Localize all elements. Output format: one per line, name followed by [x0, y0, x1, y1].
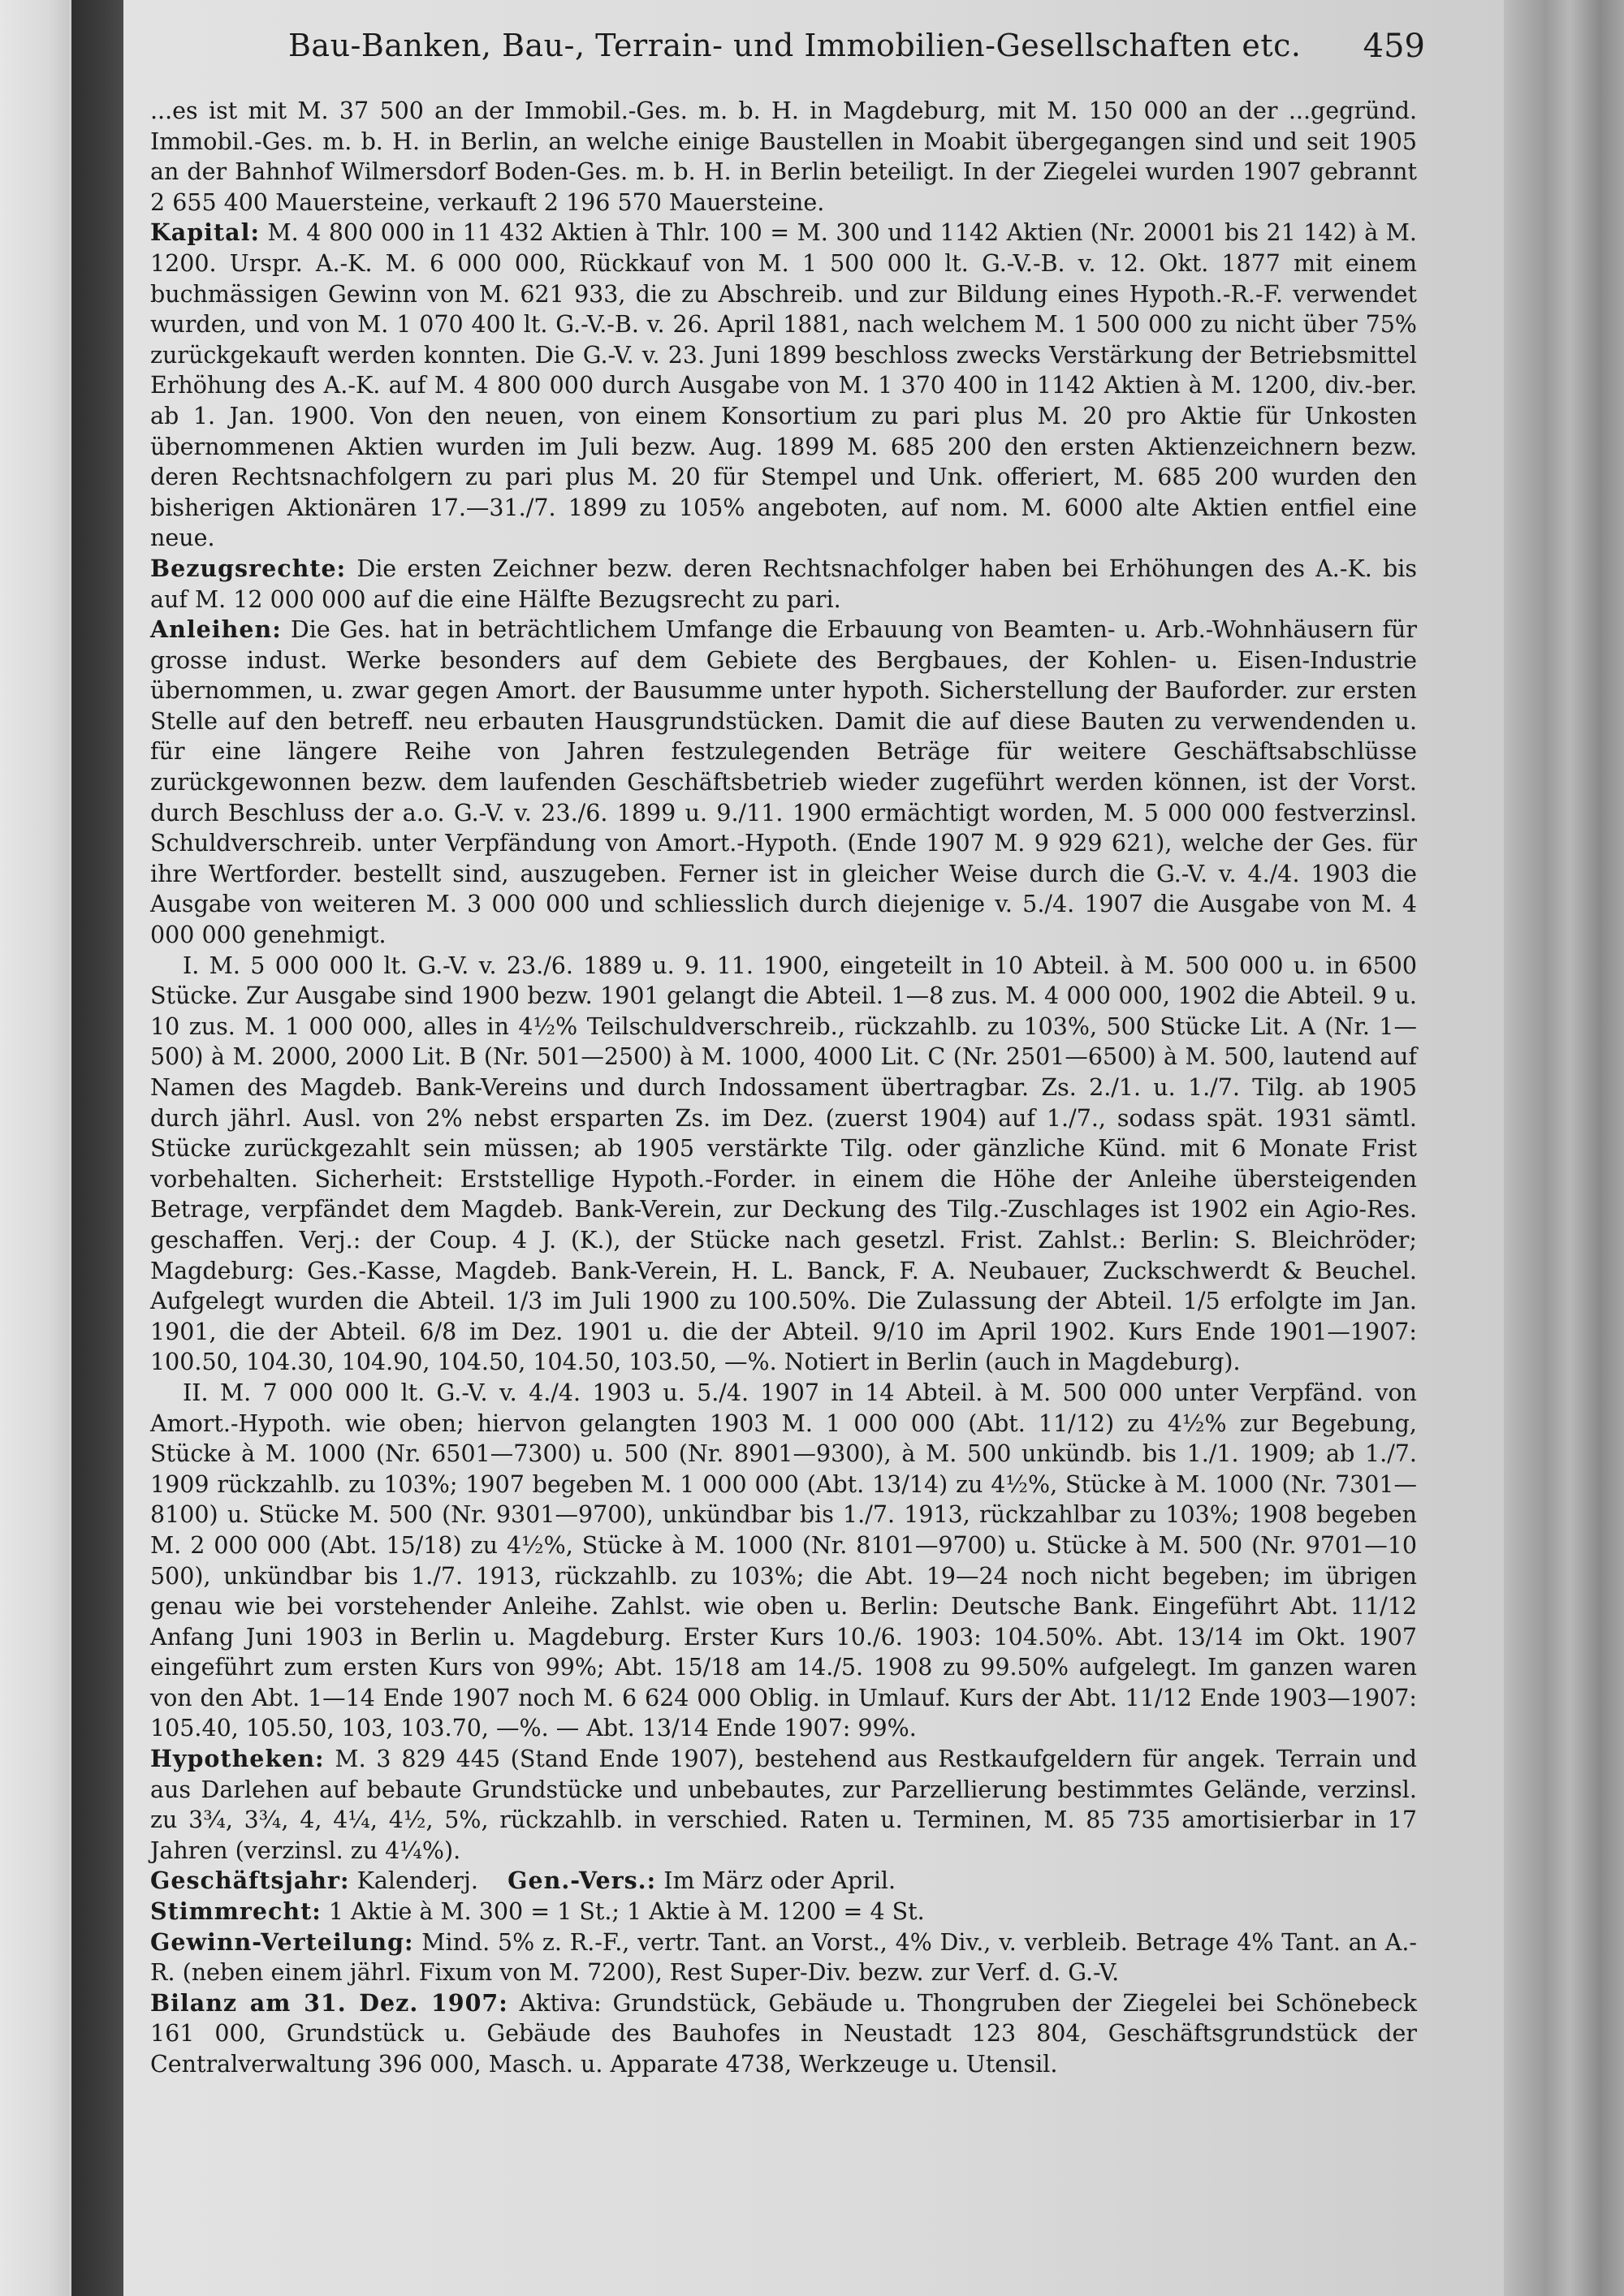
section-label: Stimmrecht:: [150, 1897, 322, 1926]
paragraph-intro: [150, 96, 1417, 218]
section-label: Anleihen:: [150, 615, 282, 644]
paragraph-text: Aktiva: Grundstück, Gebäude u. Thongruben der Ziegelei bei Schönebeck 161 000, Grundstück u. Gebäude des Bauhofes in Neustadt 123 804, Geschäftsgrundstück der Centralverwaltung 396 000, Masch. u. Apparate 4738, Werkzeuge u. Utensil.: [150, 1989, 1418, 2078]
header-title: Bau-Banken, Bau-, Terrain- und Immobilien-Gesellschaften etc.: [288, 28, 1302, 63]
paragraph-text: Mind. 5% z. R.-F., vertr. Tant. an Vorst., 4% Div., v. verbleib. Betrage 4% Tant. an A.-R. (neben einem jährl. Fixum von M. 7200), Rest Super-Div. bezw. zur Verf. d. G.-V.: [150, 1928, 1418, 1987]
paragraph-bezugsrechte: [150, 554, 1417, 615]
body-text: [150, 96, 1417, 2080]
paragraph-text: Die Ges. hat in beträchtlichem Umfange die Erbauung von Beamten- u. Arb.-Wohnhäusern für grosse indust. Werke besonders auf dem Gebiete des Bergbaues, der Kohlen- u. Eisen-Industrie übernommen, u. zwar gegen Amort. der Bausumme unter hypoth. Sicherstellung der Bauforder. zur ersten Stelle auf den betreff. neu erbauten Hausgrundstücken. Damit die auf diese Bauten zu verwendenden u. für eine längere Reihe von Jahren festzulegenden Beträge für weitere Geschäftsabschlüsse zurückgewonnen bezw. dem laufenden Geschäftsbetrieb wieder zugeführt werden können, ist der Vorst. durch Beschluss der a.o. G.-V. v. 23./6. 1899 u. 9./11. 1900 ermächtigt worden, M. 5 000 000 festverzinsl. Schuldverschreib. unter Verpfändung von Amort.-Hypoth. (Ende 1907 M. 9 929 621), welche der Ges. für ihre Wertforder. bestellt sind, auszugeben. Ferner ist in gleicher Weise durch die G.-V. v. 4./4. 1903 die Ausgabe von weiteren M. 3 000 000 und schliesslich durch diejenige v. 5./4. 1907 die Ausgabe von M. 4 000 000 genehmigt.: [150, 616, 1417, 949]
paragraph-text: M. 4 800 000 in 11 432 Aktien à Thlr. 100 = M. 300 und 1142 Aktien (Nr. 20001 bis 21 142) à M. 1200. Urspr. A.-K. M. 6 000 000, Rückkauf von M. 1 500 000 lt. G.-V.-B. v. 12. Okt. 1877 mit einem buchmässigen Gewinn von M. 621 933, die zu Abschreib. und zur Bildung eines Hypoth.-R.-F. verwendet wurden, und von M. 1 070 400 lt. G.-V.-B. v. 26. April 1881, nach welchem M. 1 500 000 zu nicht über 75% zurückgekauft werden konnten. Die G.-V. v. 23. Juni 1899 beschloss zwecks Verstärkung der Betriebsmittel Erhöhung des A.-K. auf M. 4 800 000 durch Ausgabe von M. 1 370 400 in 1142 Aktien à M. 1200, div.-ber. ab 1. Jan. 1900. Von den neuen, von einem Konsortium zu pari plus M. 20 pro Aktie für Unkosten übernommenen Aktien wurden im Juli bezw. Aug. 1899 M. 685 200 den ersten Aktienzeichnern bezw. deren Rechtsnachfolgern zu pari plus M. 20 für Stempel und Unk. offeriert, M. 685 200 wurden den bisherigen Aktionären 17.—31./7. 1899 zu 105% angeboten, auf nom. M. 6000 alte Aktien entfiel eine neue.: [150, 219, 1417, 552]
running-header: [288, 28, 1425, 76]
left-scan-margin: [0, 0, 69, 2296]
section-label: Bilanz am 31. Dez. 1907:: [150, 1988, 508, 2017]
paragraph-stimmrecht: [150, 1897, 1417, 1927]
section-label: Hypotheken:: [150, 1745, 325, 1773]
paragraph-text: I. M. 5 000 000 lt. G.-V. v. 23./6. 1889 u. 9. 11. 1900, eingeteilt in 10 Abteil. à M. 500 000 u. in 6500 Stücke. Zur Ausgabe sind 1900 bezw. 1901 gelangt die Abteil. 1—8 zus. M. 4 000 000, 1902 die Abteil. 9 u. 10 zus. M. 1 000 000, alles in 4½% Teilschuldverschreib., rückzahlb. zu 103%, 500 Stücke Lit. A (Nr. 1—500) à M. 2000, 2000 Lit. B (Nr. 501—2500) à M. 1000, 4000 Lit. C (Nr. 2501—6500) à M. 500, lautend auf Namen des Magdeb. Bank-Vereins und durch Indossament übertragbar. Zs. 2./1. u. 1./7. Tilg. ab 1905 durch jährl. Ausl. von 2% nebst ersparten Zs. im Dez. (zuerst 1904) auf 1./7., sodass spät. 1931 sämtl. Stücke zurückgezahlt sein müssen; ab 1905 verstärkte Tilg. oder gänzliche Künd. mit 6 Monate Frist vorbehalten. Sicherheit: Erststellige Hypoth.-Forder. in einem die Höhe der Anleihe übersteigenden Betrage, verpfändet dem Magdeb. Bank-Verein, zur Deckung des Tilg.-Zuschlages ist 1902 ein Agio-Res. geschaffen. Verj.: der Coup. 4 J. (K.), der Stücke nach gesetzl. Frist. Zahlst.: Berlin: S. Bleichröder; Magdeburg: Ges.-Kasse, Magdeb. Bank-Verein, H. L. Banck, F. A. Neubauer, Zuckschwerdt & Beuchel. Aufgelegt wurden die Abteil. 1/3 im Juli 1900 zu 100.50%. Die Zulassung der Abteil. 1/5 erfolgte im Jan. 1901, die der Abteil. 6/8 im Dez. 1901 u. die der Abteil. 9/10 im April 1902. Kurs Ende 1901—1907: 100.50, 104.30, 104.90, 104.50, 104.50, 103.50, —%. Notiert in Berlin (auch in Magdeburg).: [150, 952, 1417, 1376]
paragraph-anleihen: [150, 615, 1417, 951]
paragraph-kapital: [150, 218, 1417, 554]
page-number: 459: [1363, 28, 1425, 65]
paragraph-text: 1 Aktie à M. 300 = 1 St.; 1 Aktie à M. 1200 = 4 St.: [328, 1898, 925, 1926]
paragraph-hypotheken: [150, 1744, 1417, 1866]
section-label: Gewinn-Verteilung:: [150, 1927, 414, 1956]
paragraph-anleihe-2: [150, 1378, 1417, 1744]
paragraph-text: Kalenderj.: [356, 1867, 478, 1895]
section-label: Kapital:: [150, 218, 260, 247]
section-label-secondary: Gen.-Vers.:: [508, 1867, 657, 1895]
paragraph-gewinn-verteilung: [150, 1927, 1417, 1988]
right-page-edge: [1504, 0, 1624, 2296]
paragraph-geschaeftsjahr: [150, 1866, 1417, 1897]
paragraph-text: M. 3 829 445 (Stand Ende 1907), bestehend aus Restkaufgeldern für angek. Terrain und aus Darlehen auf bebaute Grundstücke und unbebautes, zur Parzellierung bestimmtes Gelände, verzinsl. zu 3¾, 3¾, 4, 4¼, 4½, 5%, rückzahlb. in verschied. Raten u. Terminen, M. 85 735 amortisierbar in 17 Jahren (verzinsl. zu 4¼%).: [150, 1746, 1417, 1864]
paragraph-text-secondary: Im März oder April.: [663, 1867, 896, 1895]
paragraph-text: II. M. 7 000 000 lt. G.-V. v. 4./4. 1903 u. 5./4. 1907 in 14 Abteil. à M. 500 000 unter Verpfänd. von Amort.-Hypoth. wie oben; hiervon gelangten 1903 M. 1 000 000 (Abt. 11/12) zu 4½% zur Begebung, Stücke à M. 1000 (Nr. 6501—7300) u. 500 (Nr. 8901—9300), à M. 500 unkündb. bis 1./1. 1909; ab 1./7. 1909 rückzahlb. zu 103%; 1907 begeben M. 1 000 000 (Abt. 13/14) zu 4½%, Stücke à M. 1000 (Nr. 7301—8100) u. Stücke M. 500 (Nr. 9301—9700), unkündbar bis 1./7. 1913, rückzahlbar zu 103%; 1908 begeben M. 2 000 000 (Abt. 15/18) zu 4½%, Stücke à M. 1000 (Nr. 8101—9700) u. Stücke à M. 500 (Nr. 9701—10 500), unkündbar bis 1./7. 1913, rückzahlb. zu 103%; die Abt. 19—24 noch nicht begeben; im übrigen genau wie bei vorstehender Anleihe. Zahlst. wie oben u. Berlin: Deutsche Bank. Eingeführt Abt. 11/12 Anfang Juni 1903 in Berlin u. Magdeburg. Erster Kurs 10./6. 1903: 104.50%. Abt. 13/14 im Okt. 1907 eingeführt zum ersten Kurs von 99%; Abt. 15/18 am 14./5. 1908 zu 99.50% aufgelegt. Im ganzen waren von den Abt. 1—14 Ende 1907 noch M. 6 624 000 Oblig. in Umlauf. Kurs der Abt. 11/12 Ende 1903—1907: 105.40, 105.50, 103, 103.70, —%. — Abt. 13/14 Ende 1907: 99%.: [150, 1379, 1417, 1742]
section-label: Geschäftsjahr:: [150, 1867, 350, 1895]
paragraph-text: ...es ist mit M. 37 500 an der Immobil.-Ges. m. b. H. in Magdeburg, mit M. 150 000 an der ...gegründ. Immobil.-Ges. m. b. H. in Berlin, an welche einige Baustellen in Moabit übergegangen sind und seit 1905 an der Bahnhof Wilmersdorf Boden-Ges. m. b. H. in Berlin beteiligt. In der Ziegelei wurden 1907 gebrannt 2 655 400 Mauersteine, verkauft 2 196 570 Mauersteine.: [150, 97, 1417, 216]
left-binding-shadow: [71, 0, 123, 2296]
section-label: Bezugsrechte:: [150, 554, 347, 582]
paragraph-anleihe-1: [150, 951, 1417, 1378]
paragraph-bilanz: [150, 1988, 1417, 2080]
paragraph-text: Die ersten Zeichner bezw. deren Rechtsnachfolger haben bei Erhöhungen des A.-K. bis auf M. 12 000 000 auf die eine Hälfte Bezugsrecht zu pari.: [150, 555, 1417, 613]
